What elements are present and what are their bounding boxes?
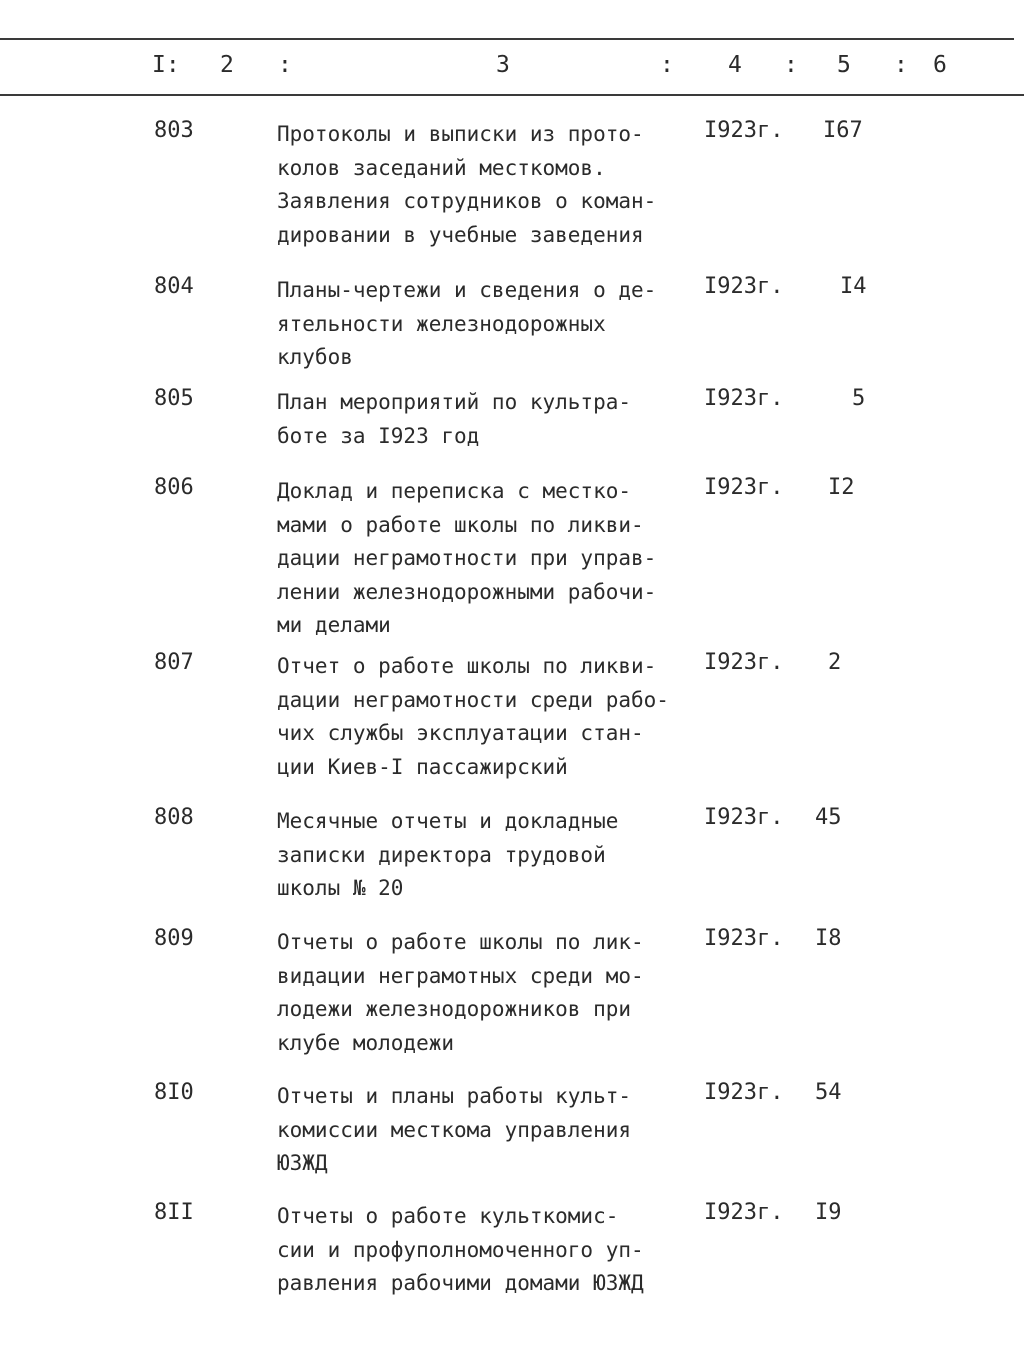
case-number: 803 [154,118,194,143]
case-title-line: видации неграмотных среди мо- [277,963,644,988]
header-col-4: 4 [728,52,742,78]
case-sheet-count: 5 [852,386,866,411]
case-sheet-count: I67 [823,118,863,143]
header-separator: : [278,52,292,78]
case-title-line: клубе молодежи [277,1030,455,1055]
header-col-5: 5 [837,52,851,78]
case-title-line: Отчеты о работе культкомис- [277,1204,619,1228]
header-bottom-rule [0,94,1024,96]
case-number: 809 [154,926,194,951]
case-year: I923г. [704,926,784,951]
case-year: I923г. [704,805,784,830]
case-title-line: Протоколы и выписки из прото- [277,122,644,146]
case-title [277,386,707,453]
case-title-line: ЮЗЖД [277,1151,328,1175]
case-title-line: Отчет о работе школы по ликви- [277,654,657,678]
case-year: I923г. [704,1200,784,1225]
case-title-line: ятельности железнодорожных [277,311,606,336]
case-sheet-count: I9 [815,1200,842,1225]
case-title-line: ции Киев-I пассажирский [277,754,568,779]
case-title-line: лении железнодорожными рабочи- [277,579,657,604]
case-sheet-count: I2 [828,475,855,500]
case-title [277,1080,707,1181]
header-separator: : [894,52,908,78]
case-title [277,1200,707,1301]
case-number: 807 [154,650,194,675]
header-separator: : [660,52,674,78]
case-title-line: клубов [277,345,353,369]
case-number: 8II [154,1200,194,1225]
case-title-line: сии и профуполномоченного уп- [277,1237,644,1262]
case-title-line: мами о работе школы по ликви- [277,512,644,537]
case-title-line: Планы-чертежи и сведения о де- [277,278,657,302]
case-year: I923г. [704,475,784,500]
case-title [277,475,707,643]
case-number: 8I0 [154,1080,194,1105]
case-title-line: План мероприятий по культра- [277,390,632,414]
case-title-line: записки директора трудовой [277,842,606,867]
case-title-line: лодежи железнодорожников при [277,997,632,1021]
case-year: I923г. [704,650,784,675]
case-title [277,274,707,375]
case-number: 806 [154,475,194,500]
case-number: 805 [154,386,194,411]
header-col-2: 2 [220,52,234,78]
case-sheet-count: I4 [840,274,867,299]
case-sheet-count: I8 [815,926,842,951]
case-title [277,118,707,252]
case-title-line: Отчеты о работе школы по лик- [277,930,644,954]
case-year: I923г. [704,118,784,143]
case-title-line: комиссии месткома управления [277,1117,632,1142]
case-sheet-count: 54 [815,1080,842,1105]
case-title-line: чих службы эксплуатации стан- [277,721,644,745]
case-title-line: дировании в учебные заведения [277,222,644,247]
case-title-line: дации неграмотности среди рабо- [277,687,669,712]
case-title [277,805,707,906]
case-title-line: ми делами [277,613,391,637]
case-title-line: Доклад и переписка с местко- [277,479,632,503]
header-top-rule [0,38,1014,40]
header-separator: : [784,52,798,78]
case-year: I923г. [704,386,784,411]
case-title [277,650,707,784]
case-sheet-count: 45 [815,805,842,830]
case-number: 804 [154,274,194,299]
header-col-1: I: [152,52,180,78]
case-year: I923г. [704,1080,784,1105]
case-sheet-count: 2 [828,650,842,675]
case-title-line: равления рабочими домами ЮЗЖД [277,1271,644,1295]
case-title-line: колов заседаний месткомов. [277,155,606,180]
case-title-line: боте за I923 год [277,423,480,448]
header-col-6: 6 [933,52,947,78]
case-number: 808 [154,805,194,830]
case-title [277,926,707,1060]
case-year: I923г. [704,274,784,299]
case-title-line: Заявления сотрудников о коман- [277,189,657,213]
case-title-line: школы № 20 [277,876,404,900]
header-col-3: 3 [496,52,510,78]
case-title-line: Месячные отчеты и докладные [277,809,619,833]
case-title-line: дации неграмотности при управ- [277,546,657,570]
case-title-line: Отчеты и планы работы культ- [277,1084,632,1108]
